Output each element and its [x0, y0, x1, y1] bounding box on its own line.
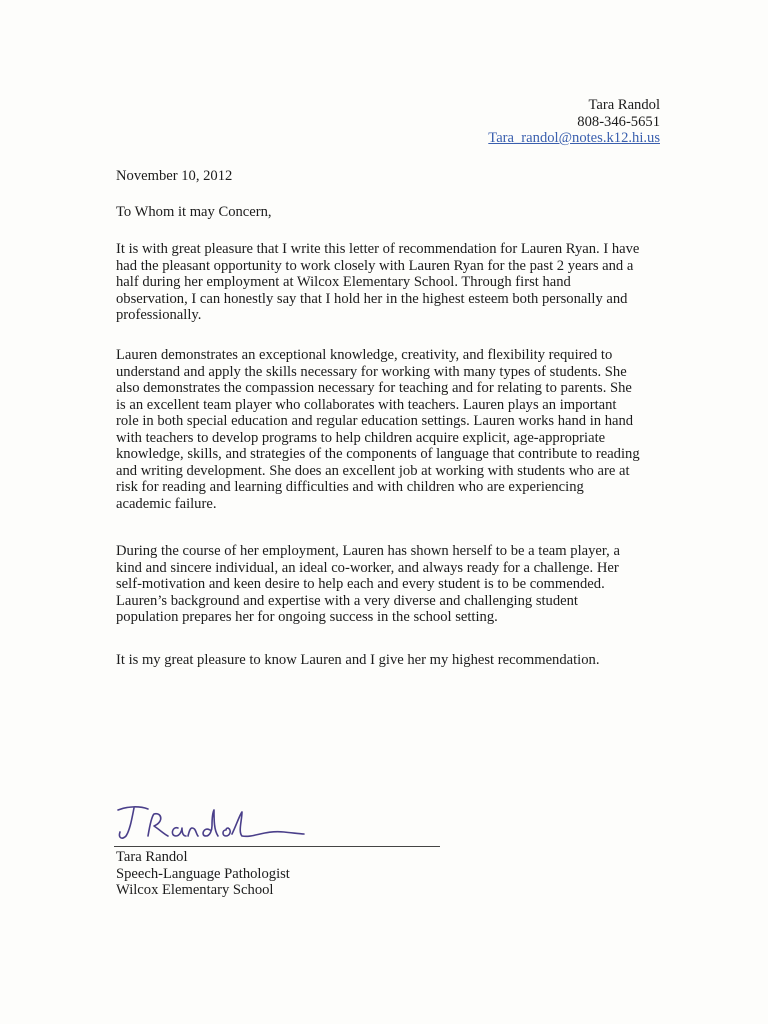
handwritten-signature — [114, 800, 314, 850]
salutation: To Whom it may Concern, — [116, 204, 272, 220]
paragraph-4 — [116, 652, 676, 669]
sender-name: Tara Randol — [588, 97, 660, 113]
letterhead — [488, 97, 660, 147]
closing-title: Speech-Language Pathologist — [116, 865, 290, 882]
sender-email-link[interactable]: Tara_randol@notes.k12.hi.us — [488, 130, 660, 146]
paragraph-line: kind and sincere individual, an ideal co-worker, and always ready for a challenge. Her — [116, 559, 619, 576]
paragraph-line: Lauren demonstrates an exceptional knowledge, creativity, and flexibility required to — [116, 347, 613, 363]
paragraph-line: self-motivation and keen desire to help each and every student is to be commended. — [116, 576, 605, 592]
closing-school: Wilcox Elementary School — [116, 882, 274, 898]
signature-line — [114, 846, 440, 847]
paragraph-line: It is my great pleasure to know Lauren and I give her my highest recommendation. — [116, 652, 600, 668]
paragraph-line: understand and apply the skills necessary for working with many types of students. She — [116, 363, 627, 380]
paragraph-line: academic failure. — [116, 495, 217, 512]
paragraph-line: had the pleasant opportunity to work closely with Lauren Ryan for the past 2 years and a — [116, 257, 634, 274]
paragraph-line: risk for reading and learning difficulties and with children who are experiencing — [116, 479, 584, 495]
paragraph-line: also demonstrates the compassion necessary for teaching and for relating to parents. She — [116, 380, 632, 396]
closing-block — [116, 849, 290, 899]
paragraph-line: and writing development. She does an excellent job at working with students who are at — [116, 462, 630, 479]
letter-date: November 10, 2012 — [116, 168, 233, 184]
paragraph-2 — [116, 347, 676, 512]
sender-phone: 808-346-5651 — [577, 113, 660, 130]
paragraph-1 — [116, 241, 676, 324]
paragraph-line: Lauren’s background and expertise with a very diverse and challenging student — [116, 592, 578, 609]
paragraph-3 — [116, 543, 676, 626]
paragraph-line: professionally. — [116, 307, 202, 323]
paragraph-line: population prepares her for ongoing success in the school setting. — [116, 609, 498, 625]
paragraph-line: observation, I can honestly say that I hold her in the highest esteem both personally and — [116, 290, 628, 307]
paragraph-line: half during her employment at Wilcox Elementary School. Through first hand — [116, 274, 571, 290]
paragraph-line: knowledge, skills, and strategies of the components of language that contribute to reading — [116, 446, 640, 462]
paragraph-line: with teachers to develop programs to help children acquire explicit, age-appropriate — [116, 429, 606, 446]
paragraph-line: It is with great pleasure that I write this letter of recommendation for Lauren Ryan. I have — [116, 241, 640, 257]
paragraph-line: During the course of her employment, Lauren has shown herself to be a team player, a — [116, 543, 620, 559]
closing-name: Tara Randol — [116, 849, 188, 865]
paragraph-line: role in both special education and regular education settings. Lauren works hand in hand — [116, 413, 634, 429]
paragraph-line: is an excellent team player who collaborates with teachers. Lauren plays an important — [116, 396, 617, 413]
